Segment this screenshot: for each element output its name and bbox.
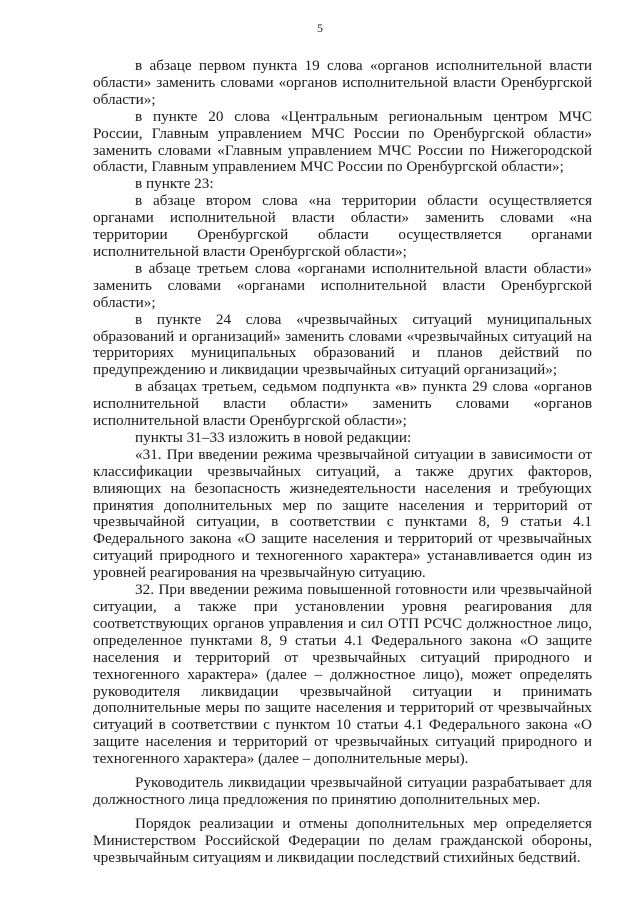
paragraph: в пункте 23: [135, 175, 214, 193]
paragraph: Руководитель ликвидации чрезвычайной ситуации разрабатывает для должностного лица предложения по принятию дополнительных мер. [93, 774, 592, 808]
paragraph: 32. При введении режима повышенной готовности или чрезвычайной ситуации, а также при установлении уровня реагирования для соответствующих органов управления и сил ОТП РСЧС должностное лицо, определенное пунктами 8, 9 статьи 4.1 Федерального закона «О защите населения и территорий от чрезвычайных ситуаций природного и техногенного характера» (далее – должностное лицо), может определять руководителя ликвидации чрезвычайной ситуации и принимать дополнительные меры по защите населения и территорий от чрезвычайных ситуаций в соответствии с пунктом 10 статьи 4.1 Федерального закона «О защите населения и территорий от чрезвычайных ситуаций природного и техногенного характера» (далее – дополнительные меры). [93, 581, 592, 768]
page-number: 5 [317, 21, 323, 35]
paragraph: в абзаце третьем слова «органами исполнительной власти области» заменить словами «органами исполнительной власти Оренбургской области»; [93, 259, 592, 311]
paragraph: в пункте 24 слова «чрезвычайных ситуаций муниципальных образований и организаций» заменить словами «чрезвычайных ситуаций на территориях муниципальных образований и планов действий по предупреждению и ликвидации чрезвычайных ситуаций организаций»; [93, 310, 592, 379]
document-body [93, 58, 592, 867]
paragraph: в пункте 20 слова «Центральным региональным центром МЧС России, Главным управлением МЧС России по Оренбургской области» заменить словами «Главным управлением МЧС России по Нижегородской области, Главным управлением МЧС России по Оренбургской области»; [93, 107, 592, 176]
paragraph: в абзаце первом пункта 19 слова «органов исполнительной власти области» заменить словами «органов исполнительной власти Оренбургской области»; [93, 57, 592, 108]
paragraph: пункты 31–33 изложить в новой редакции: [135, 428, 412, 446]
paragraph: в абзаце втором слова «на территории области осуществляется органами исполнительной власти области» заменить словами «на территории Оренбургской области осуществляется органами исполнительной власти Оренбургской области»; [93, 192, 592, 260]
paragraph: Порядок реализации и отмены дополнительных мер определяется Министерством Российской Федерации по делам гражданской обороны, чрезвычайным ситуациям и ликвидации последствий стихийных бедствий. [93, 814, 592, 866]
paragraph: «31. При введении режима чрезвычайной ситуации в зависимости от классификации чрезвычайных ситуаций, а также других факторов, влияющих на безопасность жизнедеятельности населения и требующих принятия дополнительных мер по защите населения и территорий от чрезвычайной ситуации, в соответствии с пунктами 8, 9 статьи 4.1 Федерального закона «О защите населения и территорий от чрезвычайных ситуаций природного и техногенного характера» устанавливается один из уровней реагирования на чрезвычайную ситуацию. [93, 445, 592, 582]
paragraph: в абзацах третьем, седьмом подпункта «в» пункта 29 слова «органов исполнительной власти области» заменить словами «органов исполнительной власти Оренбургской области»; [93, 378, 592, 430]
